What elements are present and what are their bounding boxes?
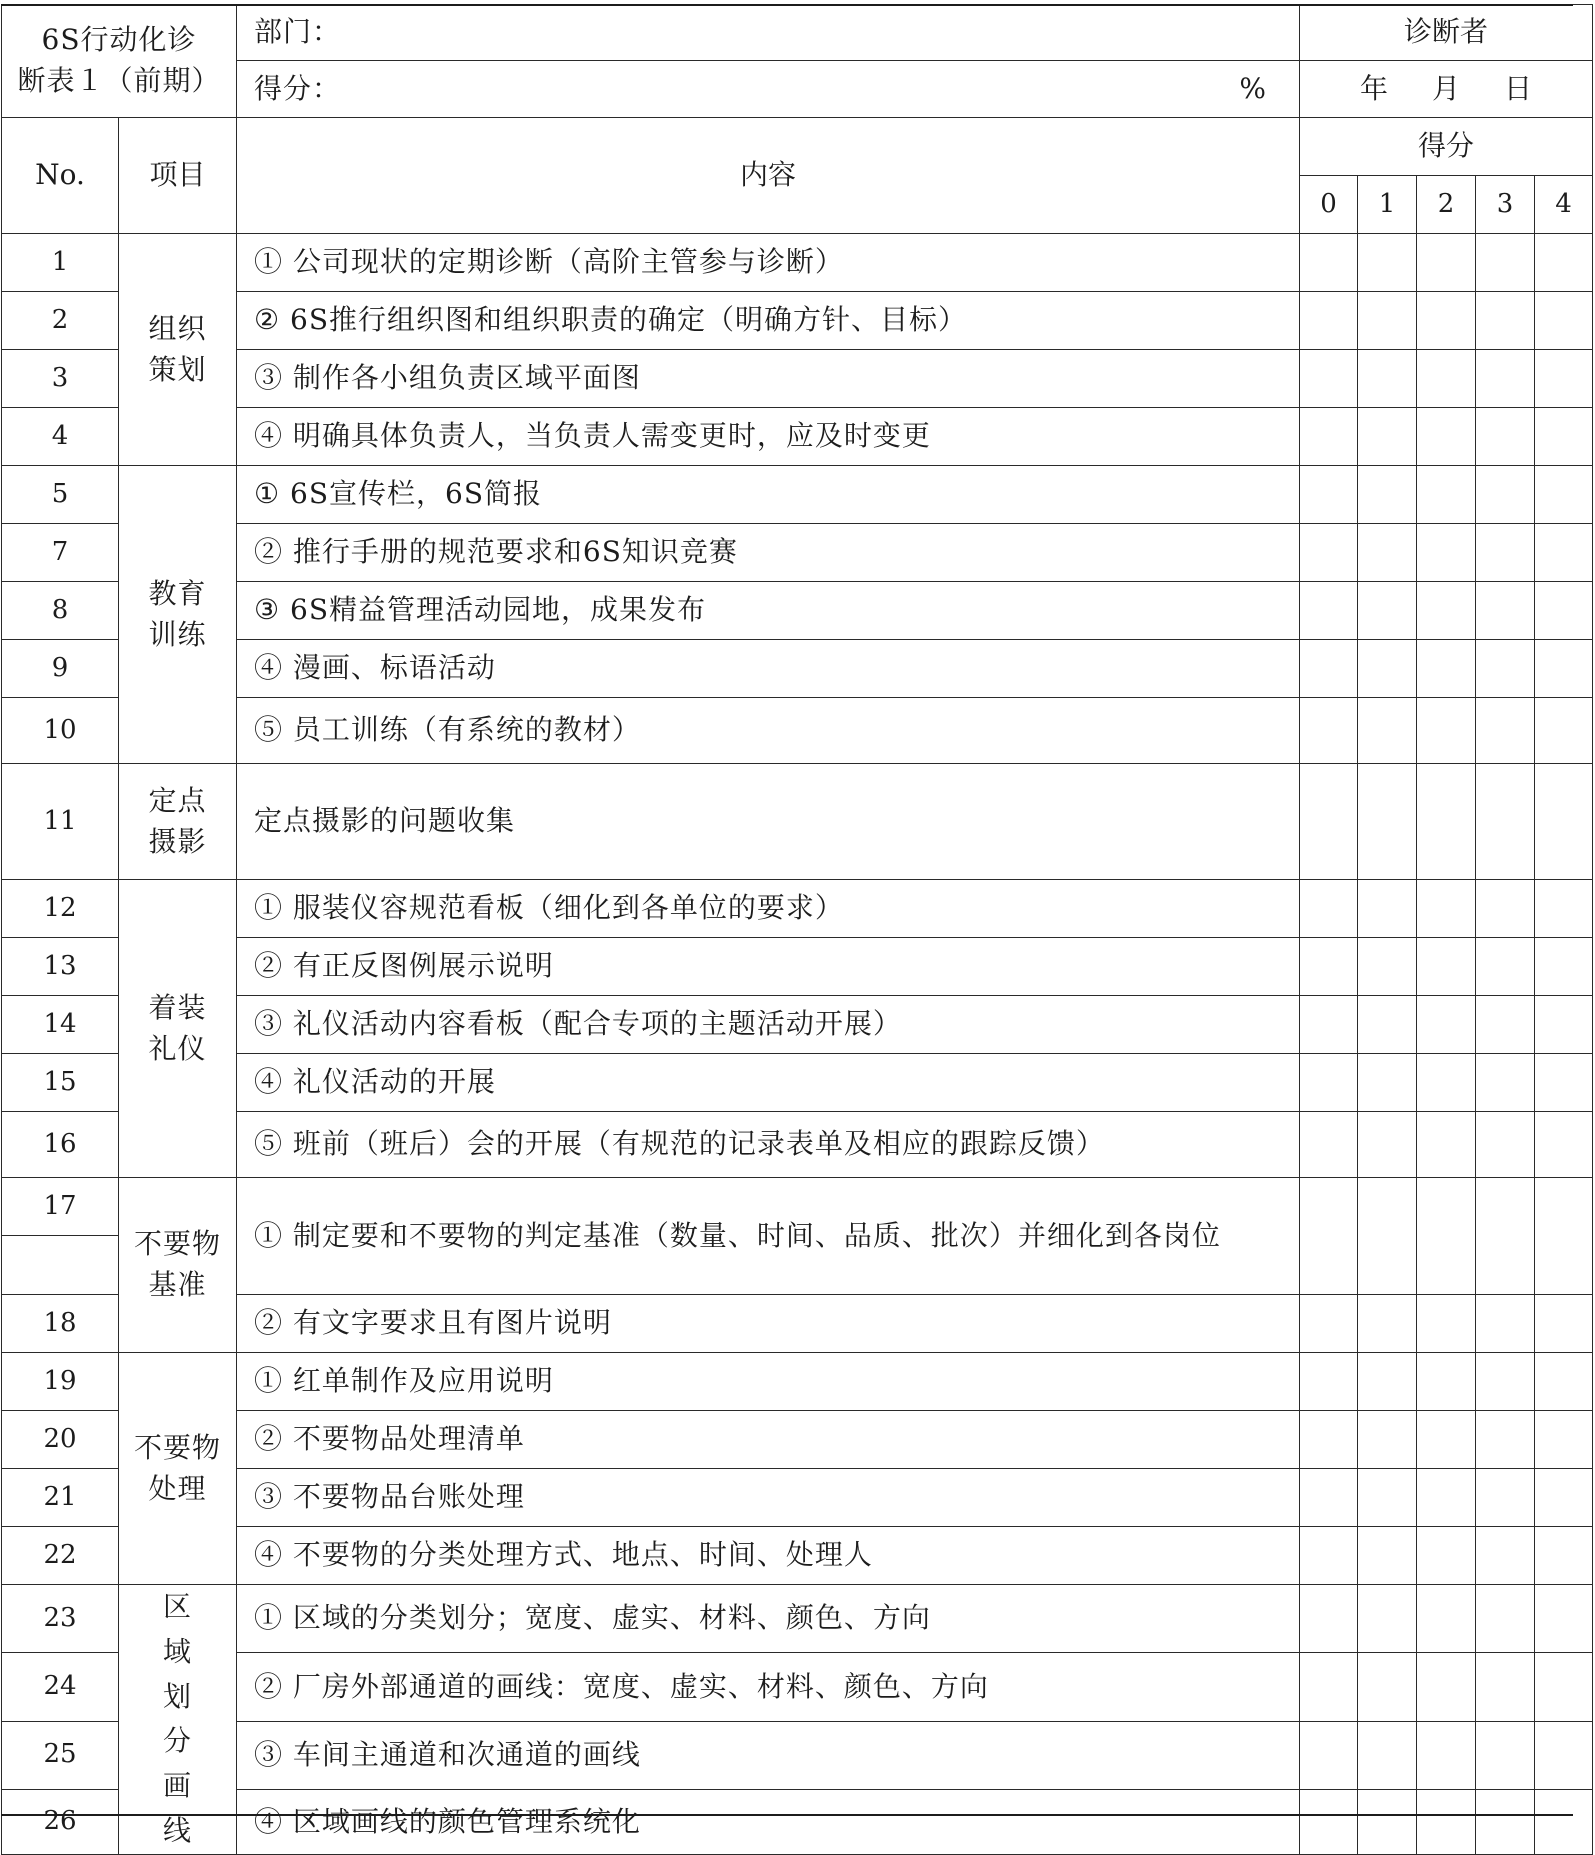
table-row <box>2 234 1593 292</box>
score-cell[interactable] <box>1358 1178 1417 1295</box>
score-cell[interactable] <box>1358 1112 1417 1178</box>
score-cell[interactable] <box>1476 1295 1535 1353</box>
score-cell[interactable] <box>1535 1653 1593 1721</box>
score-cell[interactable] <box>1417 292 1476 350</box>
table-row <box>2 466 1593 524</box>
col-header-item: 项目 <box>119 118 237 234</box>
score-cell[interactable] <box>1535 1054 1593 1112</box>
row-no: 15 <box>2 1054 119 1112</box>
score-cell[interactable] <box>1535 350 1593 408</box>
table-row <box>2 1295 1593 1353</box>
score-cell[interactable] <box>1535 1527 1593 1585</box>
score-cell[interactable] <box>1300 764 1358 880</box>
score-cell[interactable] <box>1535 1585 1593 1653</box>
row-content: ③ 车间主通道和次通道的画线 <box>237 1721 1300 1789</box>
score-cell[interactable] <box>1417 234 1476 292</box>
row-content: ③ 礼仪活动内容看板（配合专项的主题活动开展） <box>237 996 1300 1054</box>
row-no: 21 <box>2 1469 119 1527</box>
row-content: ① 制定要和不要物的判定基准（数量、时间、品质、批次）并细化到各岗位 <box>237 1178 1300 1295</box>
row-content: ① 公司现状的定期诊断（高阶主管参与诊断） <box>237 234 1300 292</box>
row-no: 23 <box>2 1585 119 1653</box>
score-level-3: 3 <box>1476 176 1535 234</box>
table-row <box>2 938 1593 996</box>
score-cell[interactable] <box>1300 350 1358 408</box>
score-cell[interactable] <box>1476 1112 1535 1178</box>
table-row <box>2 698 1593 764</box>
diagnoser-label: 诊断者 <box>1300 5 1593 61</box>
score-cell[interactable] <box>1476 1527 1535 1585</box>
score-cell[interactable] <box>1300 1469 1358 1527</box>
table-row <box>2 880 1593 938</box>
score-cell[interactable] <box>1358 698 1417 764</box>
table-row <box>2 1469 1593 1527</box>
score-cell[interactable] <box>1535 582 1593 640</box>
row-no: 8 <box>2 582 119 640</box>
row-content: ③ 不要物品台账处理 <box>237 1469 1300 1527</box>
score-cell[interactable] <box>1300 1789 1358 1854</box>
score-level-0: 0 <box>1300 176 1358 234</box>
score-cell[interactable] <box>1535 996 1593 1054</box>
row-no-18-spacer <box>2 1236 118 1294</box>
row-content: ④ 礼仪活动的开展 <box>237 1054 1300 1112</box>
score-cell[interactable] <box>1417 408 1476 466</box>
score-cell[interactable] <box>1476 408 1535 466</box>
score-cell[interactable] <box>1358 524 1417 582</box>
group-label: 教育训练 <box>119 466 237 764</box>
score-cell[interactable] <box>1300 234 1358 292</box>
score-cell[interactable] <box>1535 764 1593 880</box>
row-no: 4 <box>2 408 119 466</box>
score-cell[interactable] <box>1417 1789 1476 1854</box>
score-cell[interactable] <box>1358 938 1417 996</box>
row-no: 19 <box>2 1353 119 1411</box>
score-cell[interactable] <box>1476 996 1535 1054</box>
score-cell[interactable] <box>1535 524 1593 582</box>
group-label: 不要物处理 <box>119 1353 237 1585</box>
row-content: ② 6S推行组织图和组织职责的确定（明确方针、目标） <box>237 292 1300 350</box>
score-cell[interactable] <box>1417 466 1476 524</box>
row-no-pair <box>2 1178 119 1295</box>
score-cell[interactable] <box>1476 1178 1535 1295</box>
score-cell[interactable] <box>1300 1054 1358 1112</box>
score-cell[interactable] <box>1300 292 1358 350</box>
row-content: ① 区域的分类划分；宽度、虚实、材料、颜色、方向 <box>237 1585 1300 1653</box>
score-cell[interactable] <box>1417 938 1476 996</box>
table-row <box>2 408 1593 466</box>
table-row <box>2 292 1593 350</box>
score-cell[interactable] <box>1476 234 1535 292</box>
score-cell[interactable] <box>1358 1353 1417 1411</box>
score-cell[interactable] <box>1358 1054 1417 1112</box>
score-cell[interactable] <box>1535 1112 1593 1178</box>
department-label: 部门： <box>254 15 342 49</box>
score-cell[interactable] <box>1476 938 1535 996</box>
date-day: 日 <box>1504 71 1533 105</box>
score-cell[interactable] <box>1476 292 1535 350</box>
row-content: ② 不要物品处理清单 <box>237 1411 1300 1469</box>
sheet-title-line2: 断表１（前期） <box>17 64 221 97</box>
row-content: ④ 区域画线的颜色管理系统化 <box>237 1789 1300 1854</box>
row-content: ④ 漫画、标语活动 <box>237 640 1300 698</box>
score-cell[interactable] <box>1358 350 1417 408</box>
score-level-2: 2 <box>1417 176 1476 234</box>
table-row <box>2 1411 1593 1469</box>
score-cell[interactable] <box>1535 938 1593 996</box>
group-label: 组织策划 <box>119 234 237 466</box>
score-cell[interactable] <box>1476 350 1535 408</box>
row-content: ① 6S宣传栏，6S简报 <box>237 466 1300 524</box>
score-cell[interactable] <box>1417 764 1476 880</box>
score-cell[interactable] <box>1358 292 1417 350</box>
score-cell[interactable] <box>1300 880 1358 938</box>
row-content: ③ 制作各小组负责区域平面图 <box>237 350 1300 408</box>
row-no: 9 <box>2 640 119 698</box>
table-row <box>2 1054 1593 1112</box>
table-row <box>2 996 1593 1054</box>
score-level-4: 4 <box>1535 176 1593 234</box>
score-cell[interactable] <box>1300 408 1358 466</box>
score-cell[interactable] <box>1417 1353 1476 1411</box>
score-cell[interactable] <box>1358 582 1417 640</box>
score-cell[interactable] <box>1476 1411 1535 1469</box>
score-cell[interactable] <box>1300 524 1358 582</box>
row-no: 14 <box>2 996 119 1054</box>
score-cell[interactable] <box>1300 1653 1358 1721</box>
score-cell[interactable] <box>1300 1527 1358 1585</box>
score-cell[interactable] <box>1300 1295 1358 1353</box>
row-content: ② 有文字要求且有图片说明 <box>237 1295 1300 1353</box>
row-no: 17 <box>2 1178 118 1236</box>
score-cell[interactable] <box>1300 582 1358 640</box>
score-cell[interactable] <box>1300 1585 1358 1653</box>
score-cell[interactable] <box>1358 1527 1417 1585</box>
score-cell[interactable] <box>1358 234 1417 292</box>
score-cell[interactable] <box>1417 880 1476 938</box>
score-cell[interactable] <box>1476 640 1535 698</box>
row-no: 16 <box>2 1112 119 1178</box>
score-cell[interactable] <box>1417 640 1476 698</box>
score-cell[interactable] <box>1535 1411 1593 1469</box>
score-cell[interactable] <box>1300 1411 1358 1469</box>
table-row <box>2 1353 1593 1411</box>
row-content: 定点摄影的问题收集 <box>237 764 1300 880</box>
score-cell[interactable] <box>1358 1411 1417 1469</box>
row-content: ① 服装仪容规范看板（细化到各单位的要求） <box>237 880 1300 938</box>
row-no: 1 <box>2 234 119 292</box>
col-header-no: No. <box>2 118 119 234</box>
sheet-title <box>2 5 237 118</box>
score-cell[interactable] <box>1300 1178 1358 1295</box>
row-content: ① 红单制作及应用说明 <box>237 1353 1300 1411</box>
table-row <box>2 524 1593 582</box>
score-cell[interactable] <box>1358 1295 1417 1353</box>
score-cell[interactable] <box>1358 1469 1417 1527</box>
table-row <box>2 1789 1593 1854</box>
score-cell[interactable] <box>1417 1112 1476 1178</box>
score-cell[interactable] <box>1476 880 1535 938</box>
percent-sign: % <box>1239 71 1268 105</box>
row-no: 22 <box>2 1527 119 1585</box>
score-cell[interactable] <box>1476 466 1535 524</box>
score-cell[interactable] <box>1476 698 1535 764</box>
group-label: 不要物基准 <box>119 1178 237 1353</box>
table-row <box>2 1112 1593 1178</box>
row-no: 7 <box>2 524 119 582</box>
row-no: 12 <box>2 880 119 938</box>
row-content: ② 有正反图例展示说明 <box>237 938 1300 996</box>
table-row <box>2 1178 1593 1295</box>
score-cell[interactable] <box>1417 1585 1476 1653</box>
row-no: 11 <box>2 764 119 880</box>
score-cell[interactable] <box>1476 1054 1535 1112</box>
row-content: ② 厂房外部通道的画线：宽度、虚实、材料、颜色、方向 <box>237 1653 1300 1721</box>
score-cell[interactable] <box>1358 880 1417 938</box>
score-cell[interactable] <box>1417 1721 1476 1789</box>
group-label: 区域划分画线 <box>119 1585 237 1855</box>
score-cell[interactable] <box>1417 698 1476 764</box>
score-cell[interactable] <box>1358 1721 1417 1789</box>
table-row <box>2 764 1593 880</box>
score-cell[interactable] <box>1300 938 1358 996</box>
table-row <box>2 350 1593 408</box>
score-level-1: 1 <box>1358 176 1417 234</box>
score-cell[interactable] <box>1358 1653 1417 1721</box>
score-cell[interactable] <box>1417 996 1476 1054</box>
date-field[interactable] <box>1300 61 1593 118</box>
col-header-content: 内容 <box>237 118 1300 234</box>
score-cell[interactable] <box>1417 1469 1476 1527</box>
score-cell[interactable] <box>1358 466 1417 524</box>
sheet-title-line1: 6S行动化诊 <box>41 23 197 57</box>
score-cell[interactable] <box>1358 996 1417 1054</box>
score-cell[interactable] <box>1358 1585 1417 1653</box>
group-label: 着装礼仪 <box>119 880 237 1178</box>
score-cell[interactable] <box>1535 640 1593 698</box>
row-content: ③ 6S精益管理活动园地，成果发布 <box>237 582 1300 640</box>
score-cell[interactable] <box>1300 640 1358 698</box>
score-label: 得分： <box>254 71 342 105</box>
table-row <box>2 640 1593 698</box>
row-content: ② 推行手册的规范要求和6S知识竞赛 <box>237 524 1300 582</box>
row-no: 25 <box>2 1721 119 1789</box>
table-row <box>2 582 1593 640</box>
score-cell[interactable] <box>1476 1721 1535 1789</box>
score-cell[interactable] <box>1535 1789 1593 1854</box>
score-cell[interactable] <box>1417 582 1476 640</box>
score-cell[interactable] <box>1417 1054 1476 1112</box>
row-no: 24 <box>2 1653 119 1721</box>
row-content: ⑤ 员工训练（有系统的教材） <box>237 698 1300 764</box>
table-row <box>2 1721 1593 1789</box>
score-cell[interactable] <box>1535 234 1593 292</box>
score-cell[interactable] <box>1476 1353 1535 1411</box>
score-cell[interactable] <box>1358 764 1417 880</box>
row-no: 2 <box>2 292 119 350</box>
score-cell[interactable] <box>1417 1527 1476 1585</box>
row-content: ⑤ 班前（班后）会的开展（有规范的记录表单及相应的跟踪反馈） <box>237 1112 1300 1178</box>
table-row <box>2 1585 1593 1653</box>
score-cell[interactable] <box>1476 524 1535 582</box>
row-no: 26 <box>2 1789 119 1854</box>
row-no: 13 <box>2 938 119 996</box>
score-cell[interactable] <box>1300 996 1358 1054</box>
score-cell[interactable] <box>1476 1653 1535 1721</box>
score-cell[interactable] <box>1535 466 1593 524</box>
row-no: 5 <box>2 466 119 524</box>
score-cell[interactable] <box>1300 698 1358 764</box>
score-cell[interactable] <box>1535 1353 1593 1411</box>
score-cell[interactable] <box>1300 1721 1358 1789</box>
score-cell[interactable] <box>1535 408 1593 466</box>
score-cell[interactable] <box>1535 1295 1593 1353</box>
score-cell[interactable] <box>1535 292 1593 350</box>
row-no: 10 <box>2 698 119 764</box>
row-no: 18 <box>2 1295 119 1353</box>
score-cell[interactable] <box>1417 524 1476 582</box>
score-cell[interactable] <box>1358 408 1417 466</box>
score-cell[interactable] <box>1417 1653 1476 1721</box>
date-month: 月 <box>1432 71 1461 105</box>
score-field[interactable] <box>237 61 1300 118</box>
score-cell[interactable] <box>1417 1411 1476 1469</box>
group-label: 定点摄影 <box>119 764 237 880</box>
score-cell[interactable] <box>1417 1178 1476 1295</box>
score-cell[interactable] <box>1300 1112 1358 1178</box>
score-cell[interactable] <box>1535 698 1593 764</box>
score-cell[interactable] <box>1535 1721 1593 1789</box>
score-cell[interactable] <box>1535 1469 1593 1527</box>
score-cell[interactable] <box>1476 1789 1535 1854</box>
row-content: ④ 不要物的分类处理方式、地点、时间、处理人 <box>237 1527 1300 1585</box>
score-cell[interactable] <box>1535 880 1593 938</box>
row-no: 20 <box>2 1411 119 1469</box>
score-cell[interactable] <box>1535 1178 1593 1295</box>
col-header-score: 得分 <box>1300 118 1593 176</box>
score-cell[interactable] <box>1476 764 1535 880</box>
table-row <box>2 1653 1593 1721</box>
score-cell[interactable] <box>1476 582 1535 640</box>
date-year: 年 <box>1360 71 1389 105</box>
score-cell[interactable] <box>1417 1295 1476 1353</box>
score-cell[interactable] <box>1300 466 1358 524</box>
department-field[interactable] <box>237 5 1300 61</box>
row-content: ④ 明确具体负责人，当负责人需变更时，应及时变更 <box>237 408 1300 466</box>
score-cell[interactable] <box>1300 1353 1358 1411</box>
score-cell[interactable] <box>1476 1469 1535 1527</box>
diagnosis-table <box>1 4 1593 1855</box>
row-no: 3 <box>2 350 119 408</box>
score-cell[interactable] <box>1358 640 1417 698</box>
score-cell[interactable] <box>1358 1789 1417 1854</box>
score-cell[interactable] <box>1476 1585 1535 1653</box>
score-cell[interactable] <box>1417 350 1476 408</box>
table-row <box>2 1527 1593 1585</box>
